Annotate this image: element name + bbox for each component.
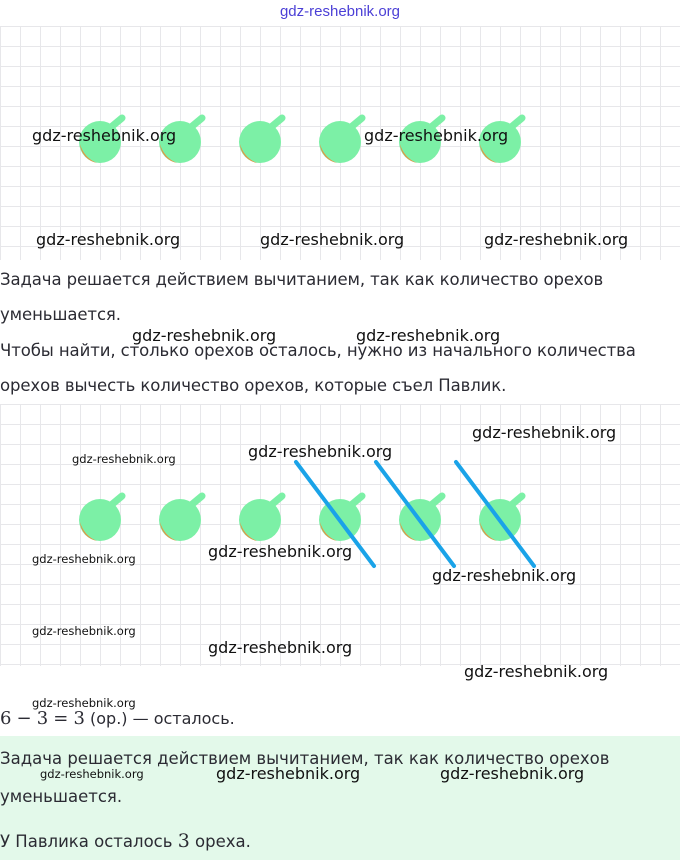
watermark: gdz-reshebnik.org <box>472 423 617 442</box>
site-header-link[interactable]: gdz-reshebnik.org <box>279 3 401 20</box>
watermark: gdz-reshebnik.org <box>432 566 577 585</box>
answer-prefix: У Павлика осталось <box>0 832 178 851</box>
watermark: gdz-reshebnik.org <box>356 326 501 345</box>
watermark: gdz-reshebnik.org <box>248 442 393 461</box>
acorn-icon <box>159 496 202 541</box>
answer-number: 3 <box>177 830 190 852</box>
watermark: gdz-reshebnik.org <box>208 638 353 657</box>
equation-minus-sign: − <box>16 708 32 729</box>
equation-equals-sign: = <box>53 708 69 729</box>
explanation-paragraph-1 <box>0 262 680 332</box>
answer-final-line <box>0 824 251 859</box>
explanation-line: Чтобы найти, столько орехов осталось, нужно из начального количества <box>0 341 636 360</box>
watermark: gdz-reshebnik.org <box>40 767 144 781</box>
answer-line: уменьшается. <box>0 787 123 806</box>
answer-suffix: ореха. <box>189 832 251 851</box>
watermark: gdz-reshebnik.org <box>484 230 629 249</box>
watermark: gdz-reshebnik.org <box>132 326 277 345</box>
equation-minuend: 6 <box>0 708 12 729</box>
watermark: gdz-reshebnik.org <box>208 542 353 561</box>
answer-box <box>0 736 680 860</box>
acorn-icon <box>239 118 282 163</box>
acorn-icon <box>319 118 362 163</box>
explanation-line: Задача решается действием вычитанием, так как количество орехов <box>0 270 604 289</box>
equation-subtrahend: 3 <box>36 708 49 729</box>
watermark: gdz-reshebnik.org <box>440 764 585 783</box>
watermark: gdz-reshebnik.org <box>32 624 136 638</box>
equation-tail-text: (ор.) — осталось. <box>84 709 235 728</box>
answer-line: Задача решается действием вычитанием, так как количество орехов <box>0 749 610 768</box>
explanation-line: уменьшается. <box>0 305 121 324</box>
explanation-line: орехов вычесть количество орехов, которые съел Павлик. <box>0 376 507 395</box>
strike-line-icon <box>456 462 534 566</box>
watermark: gdz-reshebnik.org <box>216 764 361 783</box>
explanation-paragraph-2 <box>0 333 680 403</box>
acorn-icon <box>239 496 282 541</box>
equation-result: 3 <box>73 708 85 729</box>
watermark: gdz-reshebnik.org <box>72 452 176 466</box>
acorn-icon <box>79 496 122 541</box>
watermark: gdz-reshebnik.org <box>32 126 177 145</box>
watermark: gdz-reshebnik.org <box>32 696 136 710</box>
watermark: gdz-reshebnik.org <box>260 230 405 249</box>
watermark: gdz-reshebnik.org <box>364 126 509 145</box>
strike-line-icon <box>376 462 454 566</box>
watermark: gdz-reshebnik.org <box>32 552 136 566</box>
watermark: gdz-reshebnik.org <box>464 662 609 681</box>
watermark: gdz-reshebnik.org <box>36 230 181 249</box>
